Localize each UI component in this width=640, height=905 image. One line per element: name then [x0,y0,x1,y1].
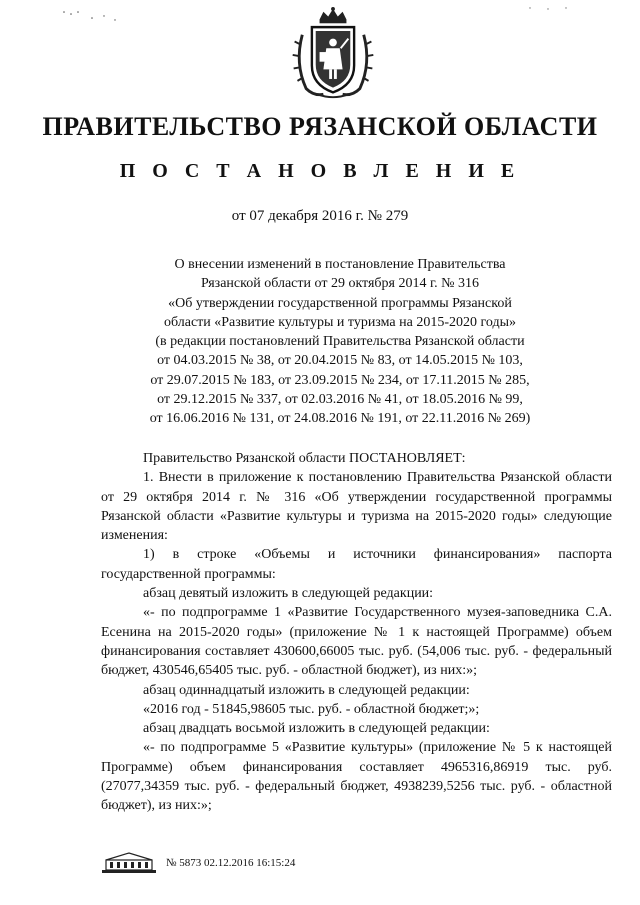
document-type: П О С Т А Н О В Л Е Н И Е [119,160,521,182]
building-logo-icon [100,850,158,876]
body-paragraph: 1. Внести в приложение к постановлению Правительства Рязанской области от 29 октября 2014 г. № 316 «Об утверждении государственной программы Рязанской области «Развитие культуры и туризма на 2015-2020 годы» следующие изменения: [101,470,612,544]
document-subject [110,255,570,429]
body-paragraph: «2016 год - 51845,98605 тыс. руб. - областной бюджет;»; [143,701,480,717]
registration-stamp [100,848,400,878]
body-paragraph: абзац одиннадцатый изложить в следующей редакции: [143,682,470,698]
subject-line: «Об утверждении государственной программы Рязанской [168,295,512,311]
body-paragraph: Правительство Рязанской области ПОСТАНОВЛЯЕТ: [143,451,466,466]
body-paragraph: 1) в строке «Объемы и источники финансирования» паспорта государственной программы: [101,547,612,582]
subject-line: от 29.07.2015 № 183, от 23.09.2015 № 234, от 17.11.2015 № 285, [150,372,530,388]
subject-line: О внесении изменений в постановление Правительства [174,257,506,272]
organization-title: ПРАВИТЕЛЬСТВО РЯЗАНСКОЙ ОБЛАСТИ [42,112,598,141]
subject-line: от 04.03.2015 № 38, от 20.04.2015 № 83, от 14.05.2015 № 103, [157,353,523,369]
document-body [101,449,612,816]
body-paragraph: абзац девятый изложить в следующей редакции: [143,586,434,602]
subject-line: от 16.06.2016 № 131, от 24.08.2016 № 191, от 22.11.2016 № 269) [149,411,531,427]
registration-number: № 5873 02.12.2016 16:15:24 [166,857,296,869]
body-paragraph: абзац двадцать восьмой изложить в следующей редакции: [143,721,490,737]
document-date-number: от 07 декабря 2016 г. № 279 [231,208,409,224]
coat-of-arms-emblem [285,6,381,102]
subject-line: области «Развитие культуры и туризма на 2015-2020 годы» [163,314,517,330]
body-paragraph: «- по подпрограмме 1 «Развитие Государственного музея-заповедника С.А. Есенина на 2015-2020 годы» (приложение № 1 к настоящей Программе) объем финансирования составляет 430600,66005 тыс. руб. (54,006 тыс. руб. - федеральный бюджет, 430546,65405 тыс. руб. - областной бюджет), из них:»; [101,605,612,679]
body-paragraph: «- по подпрограмме 5 «Развитие культуры» (приложение № 5 к настоящей Программе) объем финансирования составляет 4965316,86919 тыс. руб. (27077,34359 тыс. руб. - федеральный бюджет, 4938239,5256 тыс. руб. - областной бюджет), из них:»; [101,740,612,814]
subject-line: (в редакции постановлений Правительства Рязанской области [155,334,525,350]
subject-line: Рязанской области от 29 октября 2014 г. № 316 [200,276,480,292]
subject-line: от 29.12.2015 № 337, от 02.03.2016 № 41, от 18.05.2016 № 99, [157,392,523,408]
